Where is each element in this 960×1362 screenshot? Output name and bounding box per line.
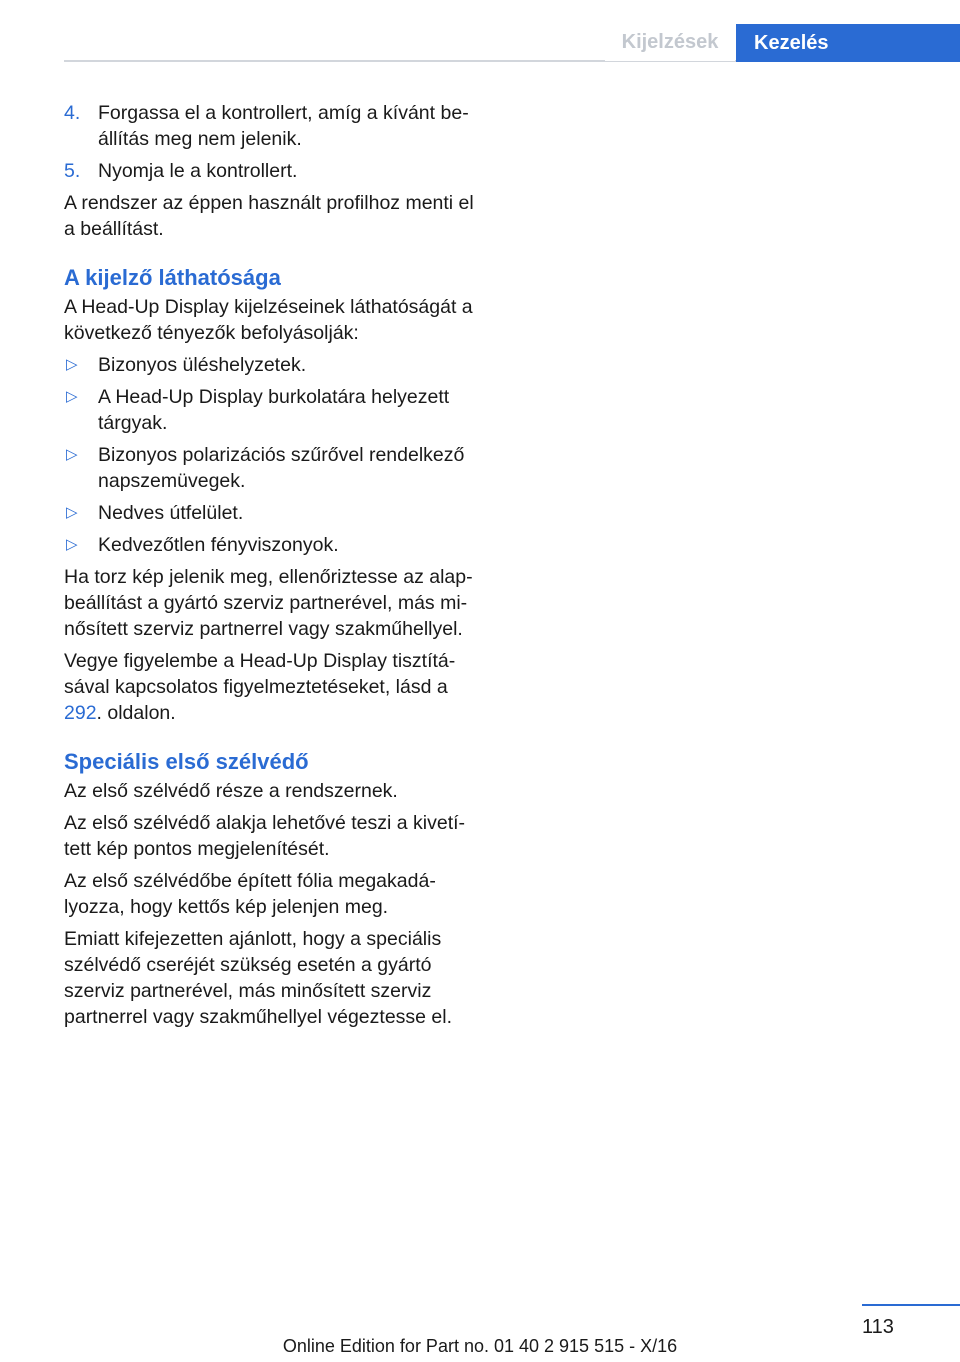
bullet-text: Bizonyos üléshelyzetek. — [98, 354, 307, 376]
triangle-bullet-icon: ▷ — [66, 446, 78, 463]
page-link-292[interactable]: 292 — [64, 702, 97, 724]
bullet-text: Bizonyos polarizációs szűrővel rendelkező napszemüvegek. — [98, 444, 465, 492]
triangle-bullet-icon: ▷ — [66, 388, 78, 405]
bullet-text: Nedves útfelület. — [98, 502, 244, 524]
bullet-item — [64, 500, 484, 526]
paragraph-cleaning — [64, 648, 484, 726]
paragraph-windshield: Emiatt kifejezetten ajánlott, hogy a speciális szélvédő cseréjét szükség esetén a gyártó szerviz partnerével, más minősített szerviz partnerrel vagy szakműhellyel végeztesse el. — [64, 928, 453, 1028]
section-heading-visibility: A kijelző láthatósága — [64, 265, 281, 290]
step-text: Forgassa el a kontrollert, amíg a kívánt beállítás meg nem jelenik. — [98, 102, 469, 150]
bullet-text: A Head-Up Display burkolatára helyezett tárgyak. — [98, 386, 450, 434]
paragraph-windshield: Az első szélvédő része a rendszernek. — [64, 780, 398, 802]
step-item — [64, 158, 484, 184]
bullet-item — [64, 384, 484, 436]
header-tab-kezeles[interactable]: Kezelés — [736, 24, 960, 62]
triangle-bullet-icon: ▷ — [66, 504, 78, 521]
step-number: 5. — [64, 160, 81, 182]
paragraph-windshield: Az első szélvédő alakja lehetővé teszi a kivetített kép pontos megjelenítését. — [64, 812, 466, 860]
bullet-item — [64, 532, 484, 558]
paragraph-distorted: Ha torz kép jelenik meg, ellenőriztesse az alapbeállítást a gyártó szerviz partnerével, más minősített szerviz partnerrel vagy szakműhellyel. — [64, 566, 473, 640]
bullet-text: Kedvezőtlen fényviszonyok. — [98, 534, 339, 556]
step-item — [64, 100, 484, 152]
bullet-item — [64, 442, 484, 494]
paragraph-cleaning-text: Vegye figyelembe a Head-Up Display tisztításával kapcsolatos figyelmeztetéseket, lásd a — [64, 650, 456, 698]
step-text: Nyomja le a kontrollert. — [98, 160, 298, 182]
paragraph-saved: A rendszer az éppen használt profilhoz menti el a beállítást. — [64, 192, 474, 240]
header-tab-kijelzesek[interactable]: Kijelzések — [605, 24, 735, 61]
page-number: 113 — [862, 1316, 894, 1338]
triangle-bullet-icon: ▷ — [66, 356, 78, 373]
section-heading-windshield: Speciális első szélvédő — [64, 749, 309, 774]
footer-edition: Online Edition for Part no. 01 40 2 915 515 - X/16 — [282, 1336, 678, 1356]
triangle-bullet-icon: ▷ — [66, 536, 78, 553]
main-content — [64, 100, 484, 1036]
bullet-item — [64, 352, 484, 378]
paragraph-cleaning-suffix: . oldalon. — [96, 702, 176, 724]
page-number-rule — [862, 1304, 960, 1306]
paragraph-intro: A Head-Up Display kijelzéseinek láthatóságát a következő tényezők befolyásolják: — [64, 296, 473, 344]
step-number: 4. — [64, 102, 81, 124]
paragraph-windshield: Az első szélvédőbe épített fólia megakadályozza, hogy kettős kép jelenjen meg. — [64, 870, 436, 918]
